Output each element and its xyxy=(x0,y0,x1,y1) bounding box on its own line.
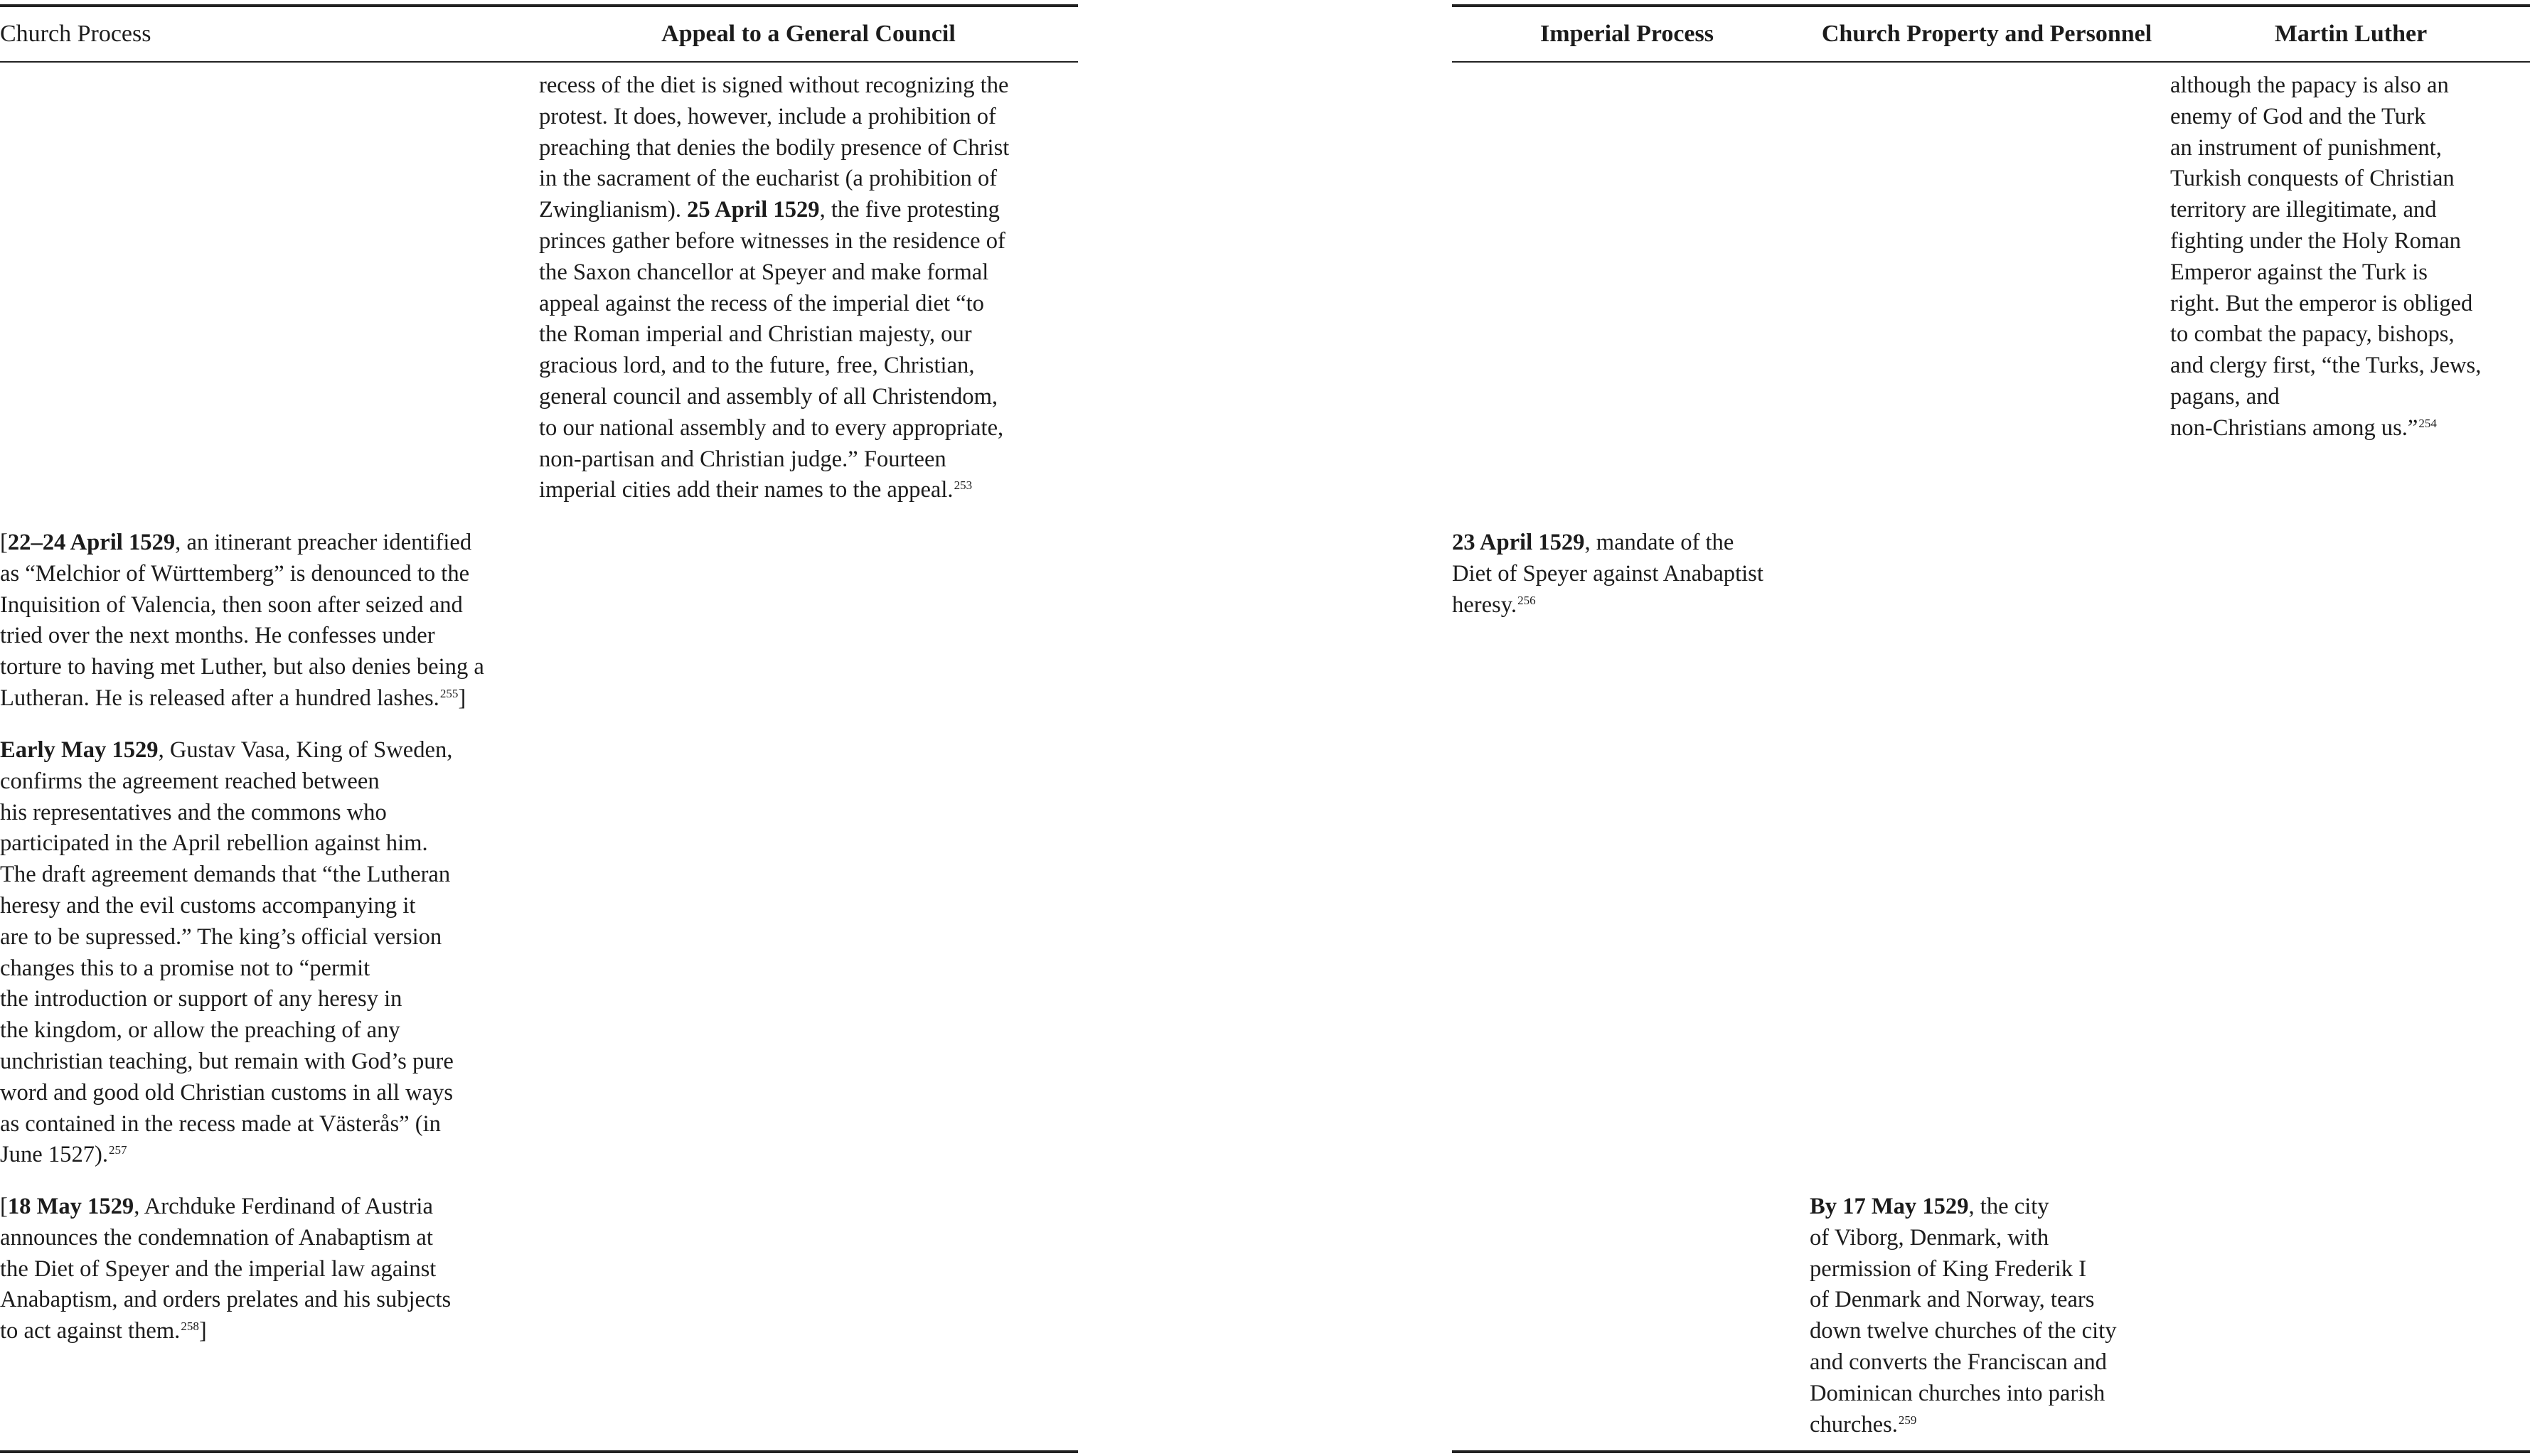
luther-entry: although the papacy is also an enemy of God and the Turk an instrument of punishment, Turkish conquests of Christian territory are illegitimate, and fighting under the Holy Roman Emperor against the Turk is right. But the emperor is obliged to combat the papacy, bishops, and clergy first, “the Turks, Jews, pagans, and non-Christians among us.”$^{254}$ xyxy=(2170,73,2482,441)
left-top-rule xyxy=(0,4,1078,7)
appeal-entry: recess of the diet is signed without recognizing the protest. It does, however, include a prohibition of preaching that denies the bodily presence of Christ in the sacrament of the eucharist (a prohibition of Zwinglianism). 25 April 1529, the five protesting princes gather before witnesses in the residence of the Saxon chancellor at Speyer and make formal appeal against the recess of the imperial diet “to the Roman imperial and Christian majesty, our gracious lord, and to the future, free, Christian, general council and assembly of all Christendom, to our national assembly and to every appropriate, non-partisan and Christian judge.” Fourteen imperial cities add their names to the appeal.$^{253}$ xyxy=(539,73,1010,503)
right-header-rule xyxy=(1452,61,2530,63)
footnote-ref: 258 xyxy=(181,1320,199,1334)
header-appeal-general-council: Appeal to a General Council xyxy=(661,21,956,47)
header-church-property: Church Property and Personnel xyxy=(1821,21,2152,47)
header-martin-luther: Martin Luther xyxy=(2274,21,2428,47)
footnote-ref: 257 xyxy=(109,1143,127,1157)
header-imperial-process: Imperial Process xyxy=(1540,21,1714,47)
entry-melchior: [22–24 April 1529, an itinerant preacher identified as “Melchior of Württemberg” is denounced to the Inquisition of Valencia, then soon after seized and tried over the next months. He confesses under torture to having met Luther, but also denies being a Lutheran. He is released after a hundred lashes.$^{255}$] xyxy=(0,530,484,711)
footnote-ref: 253 xyxy=(954,478,973,493)
header-church-process: Church Process xyxy=(0,21,151,47)
footnote-ref: 256 xyxy=(1517,593,1536,607)
entry-gustav-vasa: Early May 1529, Gustav Vasa, King of Sweden, confirms the agreement reached between his representatives and the commons who participated in the April rebellion against him. The draft agreement demands that “the Lutheran heresy and the evil customs accompanying it are to be supressed.” The king’s official version changes this to a promise not to “permit the introduction or support of any heresy in the kingdom, or allow the preaching of any unchristian teaching, but remain with God’s pure word and good old Christian customs in all ways as contained in the recess made at Västerås” (in June 1527).$^{257}$ xyxy=(0,737,454,1168)
right-bottom-rule xyxy=(1452,1450,2530,1453)
viborg-entry: By 17 May 1529, the city of Viborg, Denmark, with permission of King Frederik I of Denmark and Norway, tears down twelve churches of the city and converts the Franciscan and Dominican churches into parish churches.$^{259}$ xyxy=(1810,1194,2117,1438)
left-bottom-rule xyxy=(0,1450,1078,1453)
imperial-entry: 23 April 1529, mandate of the Diet of Speyer against Anabaptist heresy.$^{256}$ xyxy=(1452,530,1763,618)
left-header-rule xyxy=(0,61,1078,63)
footnote-ref: 255 xyxy=(439,686,459,700)
right-top-rule xyxy=(1452,4,2530,7)
footnote-ref: 254 xyxy=(2418,416,2437,430)
appeal-date: 25 April 1529 xyxy=(687,197,820,223)
entry-ferdinand: [18 May 1529, Archduke Ferdinand of Austria announces the condemnation of Anabaptism at the Diet of Speyer and the imperial law against Anabaptism, and orders prelates and his subjects to act against them.$^{258}$] xyxy=(0,1194,452,1344)
footnote-ref: 259 xyxy=(1898,1413,1917,1427)
